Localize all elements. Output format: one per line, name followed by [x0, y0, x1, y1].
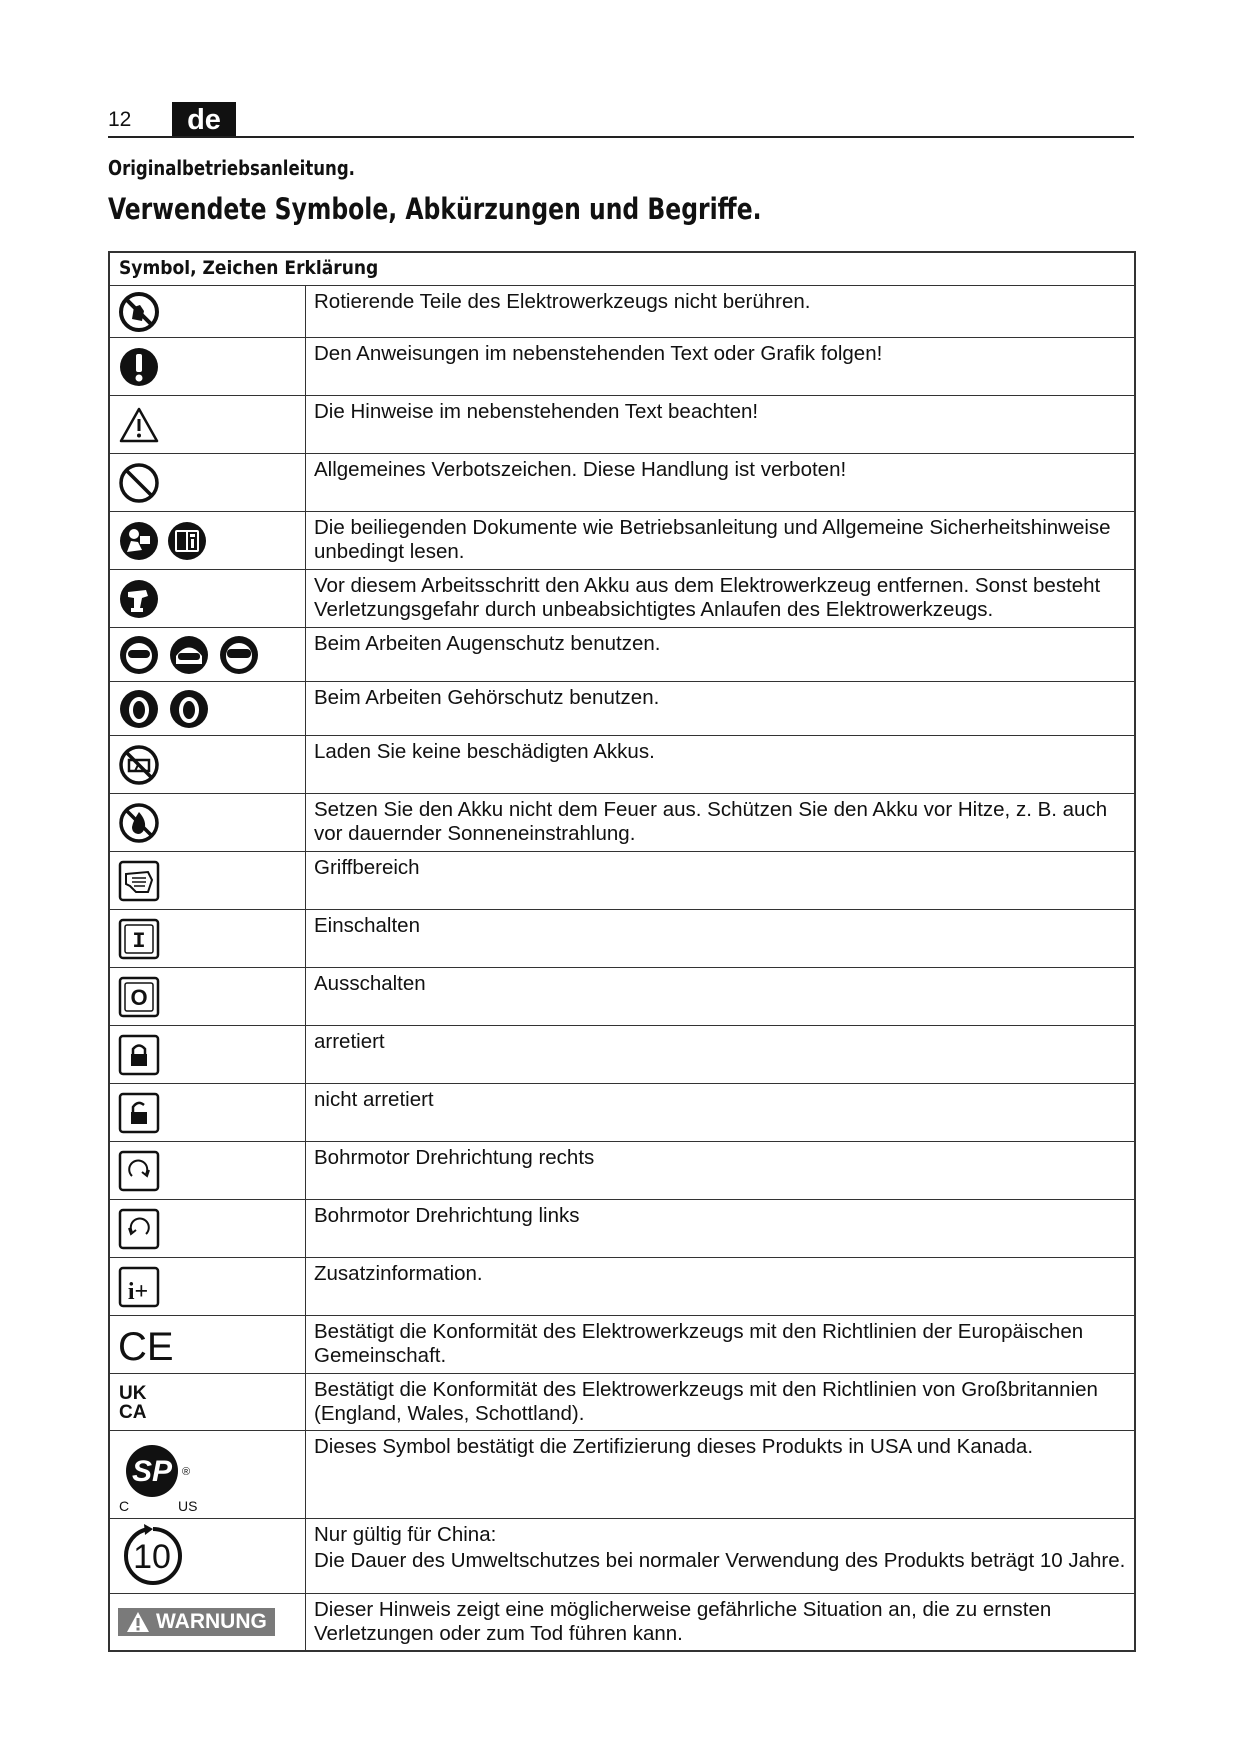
symbol-cell — [110, 852, 306, 909]
svg-text:O: O — [130, 984, 148, 1010]
warning-label-text: WARNUNG — [156, 1610, 267, 1633]
symbol-cell — [110, 1258, 306, 1315]
no-damaged-battery-icon — [118, 744, 160, 786]
svg-text:SP: SP — [131, 1454, 173, 1488]
warning-label-icon — [118, 1608, 275, 1636]
description: Einschalten — [314, 914, 420, 937]
locked-icon — [118, 1034, 160, 1076]
no-touch-rotating-parts-icon — [118, 291, 160, 333]
description: Bohrmotor Drehrichtung rechts — [314, 1146, 595, 1169]
symbol-cell — [110, 968, 306, 1025]
warning-triangle-icon — [126, 1611, 150, 1633]
description: Die Hinweise im nebenstehenden Text beachten! — [314, 400, 759, 423]
table-row — [110, 1519, 1134, 1594]
symbol-cell — [110, 794, 306, 851]
symbol-cell — [110, 570, 306, 627]
description: Den Anweisungen im nebenstehenden Text oder Grafik folgen! — [314, 342, 883, 365]
description: Dieses Symbol bestätigt die Zertifizierung dieses Produkts in USA und Kanada. — [314, 1435, 1034, 1458]
table-row — [110, 338, 1134, 396]
table-row — [110, 628, 1134, 682]
description: Dieser Hinweis zeigt eine möglicherweise gefährliche Situation an, die zu ernsten Verletzungen oder zum Tod führen kann. — [314, 1598, 1052, 1645]
svg-text:CE: CE — [118, 1324, 174, 1369]
subtitle: Originalbetriebsanleitung. — [108, 156, 355, 180]
description: Beim Arbeiten Augenschutz benutzen. — [314, 632, 661, 655]
ce-mark-icon — [118, 1324, 174, 1369]
symbol-cell — [110, 512, 306, 569]
table-row — [110, 852, 1134, 910]
description: Allgemeines Verbotszeichen. Diese Handlung ist verboten! — [314, 458, 847, 481]
symbol-cell — [110, 286, 306, 337]
exclamation-mandatory-icon — [118, 346, 160, 388]
table-row — [110, 910, 1134, 968]
svg-text:I: I — [132, 928, 146, 954]
table-row — [110, 1431, 1134, 1519]
table-row — [110, 736, 1134, 794]
symbol-cell — [110, 1200, 306, 1257]
svg-text:10: 10 — [133, 1538, 171, 1576]
description: Griffbereich — [314, 856, 420, 879]
remove-battery-icon — [118, 578, 160, 620]
table-row — [110, 396, 1134, 454]
table-row — [110, 512, 1134, 570]
symbol-cell — [110, 1142, 306, 1199]
svg-text:®: ® — [182, 1465, 191, 1478]
table-row — [110, 570, 1134, 628]
symbol-cell — [110, 1431, 306, 1518]
table-row — [110, 286, 1134, 338]
table-row — [110, 1200, 1134, 1258]
description: Bestätigt die Konformität des Elektrowerkzeugs mit den Richtlinien von Großbritannien (England, Wales, Schottland). — [314, 1378, 1098, 1425]
power-on-icon — [118, 918, 160, 960]
description: Bestätigt die Konformität des Elektrowerkzeugs mit den Richtlinien der Europäischen Gemeinschaft. — [314, 1320, 1084, 1367]
china-10-years-icon — [118, 1523, 188, 1589]
svg-text:UK: UK — [119, 1383, 147, 1404]
page-title: Verwendete Symbole, Abkürzungen und Begriffe. — [108, 192, 762, 226]
power-off-icon — [118, 976, 160, 1018]
table-row — [110, 1594, 1134, 1650]
symbol-cell — [110, 1084, 306, 1141]
symbol-cell — [110, 1026, 306, 1083]
rotation-left-icon — [118, 1208, 160, 1250]
rotation-right-icon — [118, 1150, 160, 1192]
symbol-cell — [110, 910, 306, 967]
symbol-cell — [110, 1374, 306, 1430]
description-line: Die Dauer des Umweltschutzes bei normaler Verwendung des Produkts beträgt 10 Jahre. — [314, 1549, 1126, 1572]
description — [306, 1519, 1134, 1593]
unlocked-icon — [118, 1092, 160, 1134]
svg-text:CA: CA — [119, 1402, 147, 1423]
table-row — [110, 1026, 1134, 1084]
grip-area-icon — [118, 860, 160, 902]
header-rule — [108, 136, 1134, 138]
description: Beim Arbeiten Gehörschutz benutzen. — [314, 686, 660, 709]
table-row — [110, 1142, 1134, 1200]
svg-text:C: C — [119, 1497, 130, 1514]
svg-text:i+: i+ — [127, 1278, 149, 1305]
ukca-mark-icon — [118, 1381, 158, 1423]
description: Setzen Sie den Akku nicht dem Feuer aus. Schützen Sie den Akku vor Hitze, z. B. auch vor dauernder Sonneneinstrahlung. — [314, 798, 1108, 845]
symbol-cell — [110, 1519, 306, 1593]
table-row — [110, 1258, 1134, 1316]
table-row — [110, 1084, 1134, 1142]
table-row — [110, 454, 1134, 512]
table-row — [110, 968, 1134, 1026]
description: Zusatzinformation. — [314, 1262, 483, 1285]
read-manual-icon — [118, 520, 210, 562]
table-header: Symbol, Zeichen Erklärung — [110, 253, 1134, 286]
table-row — [110, 1316, 1134, 1374]
table-row — [110, 794, 1134, 852]
language-badge: de — [172, 102, 236, 138]
svg-text:US: US — [178, 1497, 198, 1514]
symbol-cell — [110, 454, 306, 511]
description: arretiert — [314, 1030, 385, 1053]
description-line: Nur gültig für China: — [314, 1523, 497, 1546]
symbols-table — [108, 251, 1136, 1652]
hearing-protection-icon — [118, 688, 212, 730]
symbol-cell — [110, 396, 306, 453]
csa-mark-icon — [118, 1435, 208, 1515]
symbol-cell — [110, 682, 306, 735]
page-number: 12 — [108, 108, 132, 131]
info-plus-icon — [118, 1266, 160, 1308]
description: Die beiliegenden Dokumente wie Betriebsanleitung und Allgemeine Sicherheitshinweise unbedingt lesen. — [314, 516, 1111, 563]
warning-triangle-icon — [118, 405, 160, 445]
no-fire-battery-icon — [118, 802, 160, 844]
symbol-cell — [110, 628, 306, 681]
symbol-cell — [110, 1316, 306, 1373]
description: Vor diesem Arbeitsschritt den Akku aus dem Elektrowerkzeug entfernen. Sonst besteht Verletzungsgefahr durch unbeabsichtigtes Anlaufen des Elektrowerkzeugs. — [314, 574, 1101, 621]
symbol-cell — [110, 1594, 306, 1650]
description: Bohrmotor Drehrichtung links — [314, 1204, 580, 1227]
symbol-cell — [110, 338, 306, 395]
prohibition-icon — [118, 462, 160, 504]
description: Rotierende Teile des Elektrowerkzeugs nicht berühren. — [314, 290, 811, 313]
table-row — [110, 682, 1134, 736]
eye-protection-icon — [118, 634, 262, 676]
description: nicht arretiert — [314, 1088, 434, 1111]
description: Ausschalten — [314, 972, 426, 995]
description: Laden Sie keine beschädigten Akkus. — [314, 740, 655, 763]
table-row — [110, 1374, 1134, 1431]
symbol-cell — [110, 736, 306, 793]
